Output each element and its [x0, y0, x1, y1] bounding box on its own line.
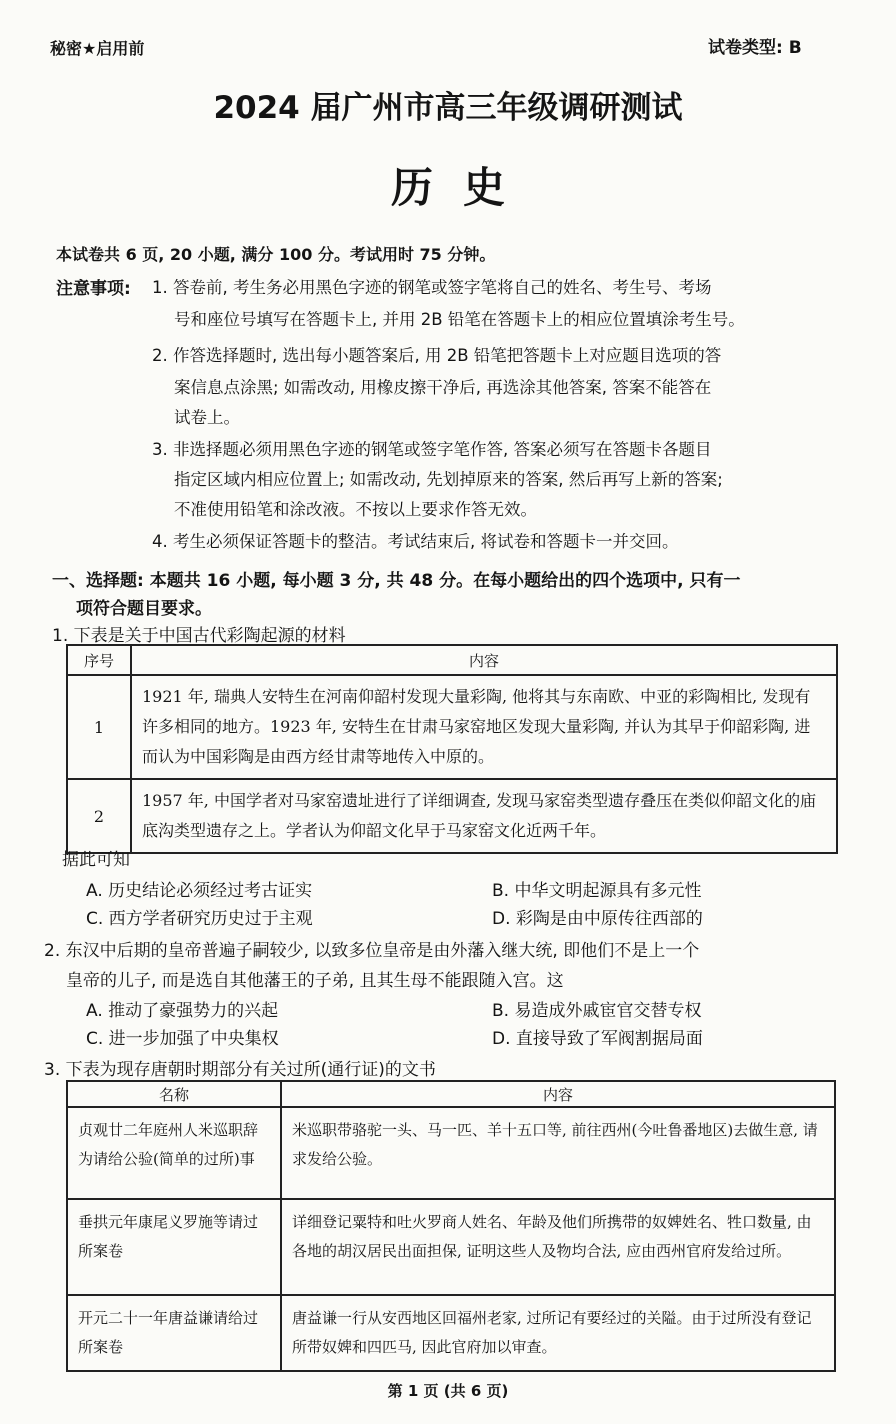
- note-line-1: 1. 答卷前, 考生务必用黑色字迹的钢笔或签字笔将自己的姓名、考生号、考场: [152, 278, 712, 297]
- q1-option-d: D. 彩陶是由中原传往西部的: [492, 909, 703, 929]
- note-line-5: 试卷上。: [174, 408, 240, 427]
- q3-col-content: 内容: [281, 1081, 835, 1107]
- q2-line-1: 2. 东汉中后期的皇帝普遍子嗣较少, 以致多位皇帝是由外藩入继大统, 即他们不是上一个: [44, 941, 700, 961]
- table-row: [67, 1199, 835, 1295]
- q1-row-1-text: 1921 年, 瑞典人安特生在河南仰韶村发现大量彩陶, 他将其与东南欧、中亚的彩陶相比, 发现有许多相同的地方。1923 年, 安特生在甘肃马家窑地区发现大量彩陶, 并认为其早于仰韶彩陶, 进而认为中国彩陶是由西方经甘肃等地传入中原的。: [131, 675, 837, 779]
- q1-stem: 1. 下表是关于中国古代彩陶起源的材料: [52, 626, 346, 646]
- q1-option-a: A. 历史结论必须经过考古证实: [86, 881, 313, 901]
- q3-col-name: 名称: [67, 1081, 281, 1107]
- q1-option-c: C. 西方学者研究历史过于主观: [86, 909, 313, 929]
- q3-stem: 3. 下表为现存唐朝时期部分有关过所(通行证)的文书: [44, 1060, 436, 1080]
- q1-table: [66, 644, 838, 854]
- q1-lead: 据此可知: [62, 850, 130, 870]
- exam-title: 2024 届广州市高三年级调研测试: [213, 90, 683, 126]
- q2-option-b: B. 易造成外戚宦官交替专权: [492, 1001, 702, 1021]
- intro-line: 本试卷共 6 页, 20 小题, 满分 100 分。考试用时 75 分钟。: [56, 245, 496, 264]
- q2-option-d: D. 直接导致了军阀割据局面: [492, 1029, 703, 1049]
- q2-option-a: A. 推动了豪强势力的兴起: [86, 1001, 279, 1021]
- table-row: [67, 675, 837, 779]
- note-line-4: 案信息点涂黑; 如需改动, 用橡皮擦干净后, 再选涂其他答案, 答案不能答在: [174, 378, 712, 397]
- note-line-9: 4. 考生必须保证答题卡的整洁。考试结束后, 将试卷和答题卡一并交回。: [152, 532, 679, 551]
- q3-row-2-name: 垂拱元年康尾义罗施等请过所案卷: [67, 1199, 281, 1295]
- section-1-line-2: 项符合题目要求。: [76, 599, 212, 619]
- section-1-line-1: 一、选择题: 本题共 16 小题, 每小题 3 分, 共 48 分。在每小题给出的四个选项中, 只有一: [52, 571, 741, 591]
- table-row: [67, 779, 837, 853]
- note-line-6: 3. 非选择题必须用黑色字迹的钢笔或签字笔作答, 答案必须写在答题卡各题目: [152, 440, 712, 459]
- note-line-7: 指定区域内相应位置上; 如需改动, 先划掉原来的答案, 然后再写上新的答案;: [174, 470, 723, 489]
- q1-row-2-text: 1957 年, 中国学者对马家窑遗址进行了详细调查, 发现马家窑类型遗存叠压在类似仰韶文化的庙底沟类型遗存之上。学者认为仰韶文化早于马家窑文化近两千年。: [131, 779, 837, 853]
- q2-option-c: C. 进一步加强了中央集权: [86, 1029, 279, 1049]
- note-line-8: 不准使用铅笔和涂改液。不按以上要求作答无效。: [174, 500, 537, 519]
- page-footer: 第 1 页 (共 6 页): [387, 1382, 509, 1400]
- q3-row-2-text: 详细登记粟特和吐火罗商人姓名、年龄及他们所携带的奴婢姓名、牲口数量, 由各地的胡汉居民出面担保, 证明这些人及物均合法, 应由西州官府发给过所。: [281, 1199, 835, 1295]
- table-row: [67, 1107, 835, 1199]
- table-row: [67, 1295, 835, 1371]
- q3-row-3-text: 唐益谦一行从安西地区回福州老家, 过所记有要经过的关隘。由于过所没有登记所带奴婢和四匹马, 因此官府加以审查。: [281, 1295, 835, 1371]
- note-line-3: 2. 作答选择题时, 选出每小题答案后, 用 2B 铅笔把答题卡上对应题目选项的答: [152, 346, 722, 365]
- q3-row-3-name: 开元二十一年唐益谦请给过所案卷: [67, 1295, 281, 1371]
- paper-type-label: 试卷类型: B: [708, 38, 802, 58]
- subject-title: 历史: [390, 163, 535, 212]
- q3-table-header: [67, 1081, 835, 1107]
- q1-col-num: 序号: [67, 645, 131, 675]
- notes-label: 注意事项:: [56, 279, 131, 299]
- q3-row-1-text: 米巡职带骆驼一头、马一匹、羊十五口等, 前往西州(今吐鲁番地区)去做生意, 请求发给公验。: [281, 1107, 835, 1199]
- confidential-label: 秘密★启用前: [50, 39, 145, 58]
- q1-row-2-num: 2: [67, 779, 131, 853]
- note-line-2: 号和座位号填写在答题卡上, 并用 2B 铅笔在答题卡上的相应位置填涂考生号。: [174, 310, 745, 329]
- q2-line-2: 皇帝的儿子, 而是选自其他藩王的子弟, 且其生母不能跟随入宫。这: [66, 971, 564, 991]
- q1-table-header: [67, 645, 837, 675]
- q1-row-1-num: 1: [67, 675, 131, 779]
- q3-row-1-name: 贞观廿二年庭州人米巡职辞为请给公验(简单的过所)事: [67, 1107, 281, 1199]
- q1-col-content: 内容: [131, 645, 837, 675]
- q3-table: [66, 1080, 836, 1372]
- q1-option-b: B. 中华文明起源具有多元性: [492, 881, 702, 901]
